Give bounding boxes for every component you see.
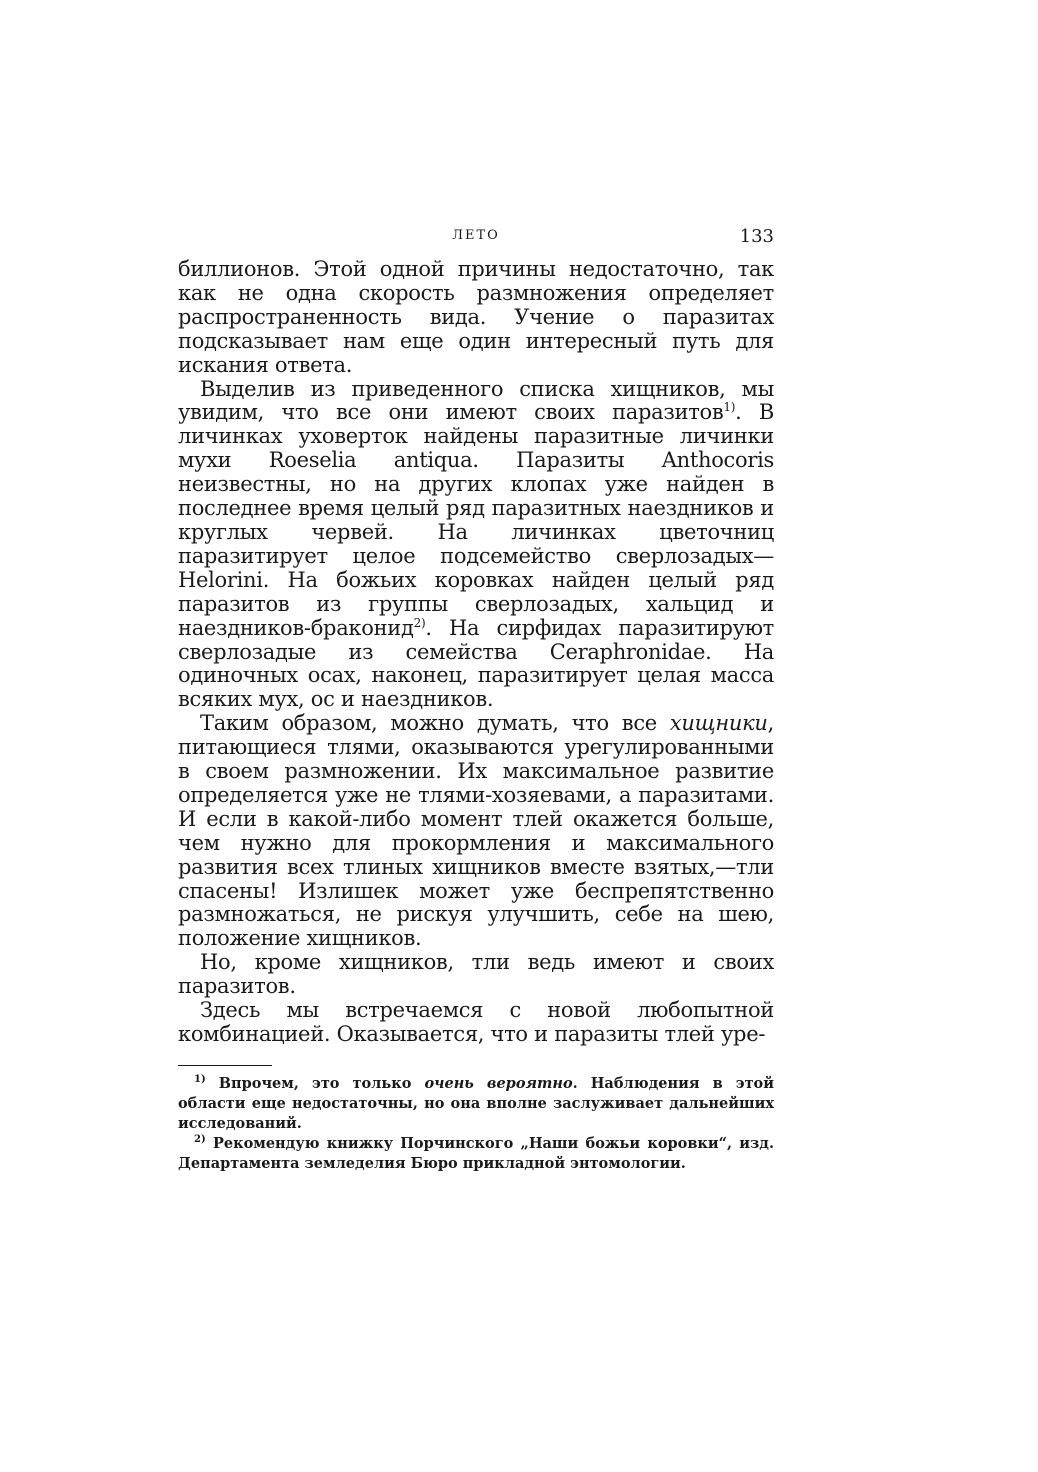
emphasis-text: хищники [669,711,768,736]
body-text [178,258,774,1047]
paragraph [178,712,774,951]
page-number: 133 [739,226,774,247]
footnote-divider [178,1065,272,1066]
footnote-ref: 1) [723,400,736,415]
running-head: ЛЕТО [452,228,500,243]
footnote-ref: 2) [413,615,426,630]
paragraph [178,999,774,1047]
paragraph-text: . В личинках уховерток найдены паразитные личинки мухи Roeselia antiqua. Паразиты Anthocoris неизвестны, но на других клопах уже найден в последнее время целый ряд паразитных наездников и круглых червей. На личинках цветочниц паразитирует целое подсемейство сверлозадых—Helorini. На божьих коровках найден целый ряд паразитов из группы сверлозадых, хальцид и наездников-браконид [178,400,774,640]
emphasis-text: очень вероятно [424,1074,573,1092]
paragraph [178,951,774,999]
book-page [178,222,774,1174]
footnote-text: . Наблюдения в этой области еще недостаточны, но она вполне заслуживает дальнейших исследований. [178,1074,774,1132]
footnote-marker: 1) [194,1074,206,1086]
paragraph-text: . На сирфидах паразитируют сверлозадые из семейства Ceraphronidae. На одиночных осах, наконец, паразитирует целая масса всяких мух, ос и наездников. [178,615,774,712]
footnote [178,1134,774,1174]
paragraph-text: Но, кроме хищников, тли ведь имеют и своих паразитов. [178,950,774,999]
footnote-text: Впрочем, это только [218,1074,425,1092]
paragraph-text: , питающиеся тлями, оказываются урегулированными в своем размножении. Их максимальное развитие определяется уже не тлями-хозяевами, а паразитами. И если в какой-либо момент тлей окажется больше, чем нужно для прокормления и максимального развития всех тлиных хищников вместе взятых,—тли спасены! Излишек может уже беспрепятственно размножаться, не рискуя улучшить, себе на шею, положение хищников. [178,711,774,951]
paragraph [178,378,774,713]
paragraph [178,258,774,378]
footnote-marker: 2) [194,1134,206,1146]
paragraph-text: Таким образом, можно думать, что все [200,711,670,736]
footnotes [178,1074,774,1174]
paragraph-text: биллионов. Этой одной причины недостаточно, так как не одна скорость размножения определяет распространенность вида. Учение о паразитах подсказывает нам еще один интересный путь для искания ответа. [178,257,774,377]
footnote [178,1074,774,1134]
paragraph-text: Здесь мы встречаемся с новой любопытной комбинацией. Оказывается, что и паразиты тлей уре- [178,998,774,1046]
page-header [178,222,774,258]
footnote-text: Рекомендую книжку Порчинского „Наши божьи коровки“, изд. Департамента земледелия Бюро прикладной энтомологии. [178,1134,774,1172]
paragraph-text: Выделив из приведенного списка хищников, мы увидим, что все они имеют своих паразитов [178,376,774,425]
